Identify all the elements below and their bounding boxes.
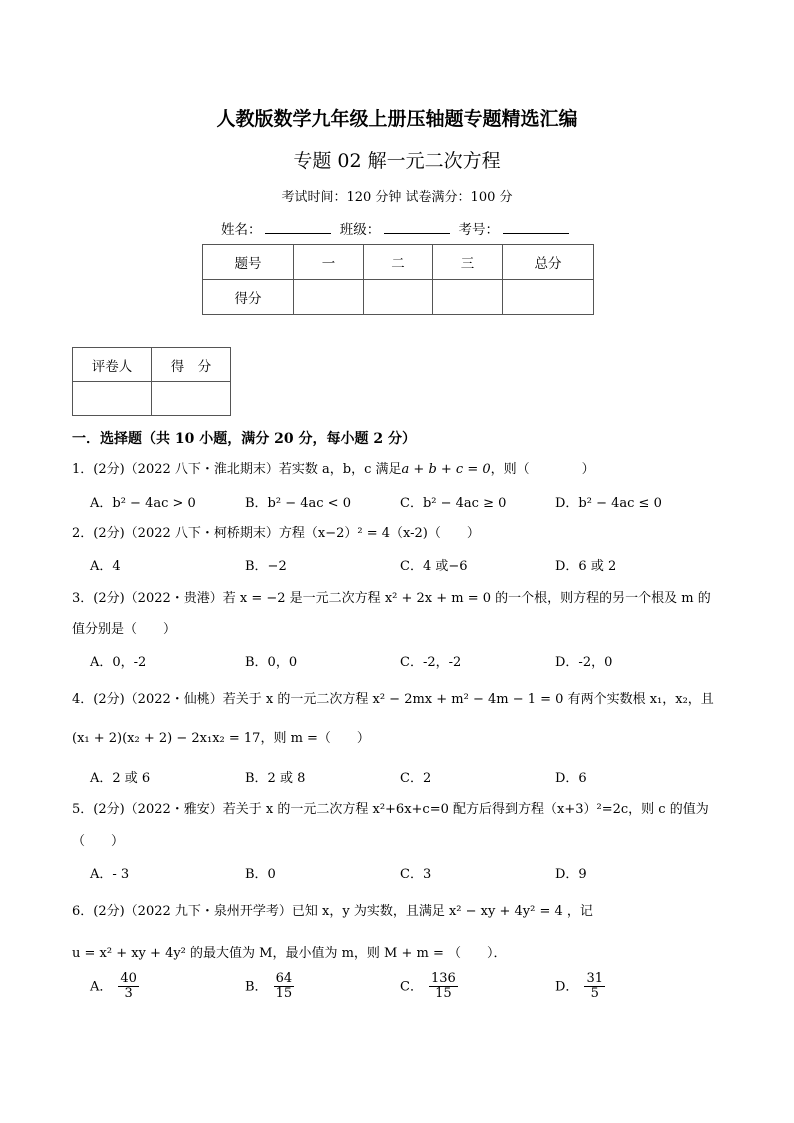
question-5-option-a[interactable]: A．- 3: [90, 867, 130, 882]
grader-header-row: [73, 348, 231, 382]
score-row-label: 得分: [203, 280, 294, 315]
option-letter: B．: [245, 979, 268, 995]
question-5-stem-cont: （ ）: [72, 834, 125, 849]
option-letter: A．: [90, 979, 113, 995]
class-label: 班级：: [339, 222, 381, 238]
score-cell[interactable]: [503, 280, 594, 315]
number-field[interactable]: [503, 220, 569, 234]
question-4-option-b[interactable]: B．2 或 8: [245, 771, 306, 786]
question-1-option-c[interactable]: C．b² − 4ac ≥ 0: [400, 496, 507, 511]
score-cell[interactable]: [364, 280, 433, 315]
score-table-header-row: [203, 245, 594, 280]
fraction-denominator: 5: [590, 986, 599, 1002]
score-table-score-row: [203, 280, 594, 315]
fraction: [274, 972, 295, 1002]
score-header-cell: 题号: [203, 245, 294, 280]
question-5-option-c[interactable]: C．3: [400, 867, 432, 882]
question-4-option-d[interactable]: D．6: [555, 771, 587, 786]
name-label: 姓名：: [220, 222, 262, 238]
question-6-stem: 6．(2分)（2022 九下・泉州开学考）已知 x，y 为实数，且满足 x² − xy + 4y² = 4 ，记: [72, 904, 593, 919]
score-cell[interactable]: [294, 280, 364, 315]
grader-table: [72, 347, 231, 416]
question-2-option-d[interactable]: D．6 或 2: [555, 559, 617, 574]
question-1-tail: ，则（ ）: [490, 462, 595, 477]
score-header-cell: 二: [364, 245, 433, 280]
question-1-stem: [72, 458, 595, 477]
grader-input-row: [73, 382, 231, 416]
score-table: [202, 244, 594, 315]
question-3-option-b[interactable]: B．0，0: [245, 655, 298, 670]
number-label: 考号：: [458, 222, 500, 238]
question-6-option-a[interactable]: [90, 972, 139, 1002]
fraction-denominator: 3: [124, 986, 133, 1002]
question-3-option-c[interactable]: C．-2，-2: [400, 655, 462, 670]
question-3-stem-cont: 值分别是（ ）: [72, 622, 177, 637]
fraction: [429, 972, 458, 1002]
question-2-option-a[interactable]: A．4: [90, 559, 121, 574]
fraction: [118, 972, 139, 1002]
fraction-numerator: 136: [430, 971, 456, 986]
question-5-option-d[interactable]: D．9: [555, 867, 587, 882]
question-6-stem-cont: u = x² + xy + 4y² 的最大值为 M，最小值为 m，则 M + m = （ ）．: [72, 946, 507, 961]
fraction-numerator: 64: [275, 971, 293, 986]
question-1-option-a[interactable]: A．b² − 4ac > 0: [90, 496, 196, 511]
student-info-line: [0, 218, 794, 238]
question-2-stem: 2．(2分)（2022 八下・柯桥期末）方程（x−2）² = 4（x-2)（ ）: [72, 526, 480, 541]
fraction-denominator: 15: [435, 986, 452, 1002]
exam-info: 考试时间：120 分钟 试卷满分：100 分: [281, 190, 513, 205]
question-4-option-a[interactable]: A．2 或 6: [90, 771, 151, 786]
question-3-option-a[interactable]: A．0，-2: [90, 655, 147, 670]
section-heading: 一．选择题（共 10 小题，满分 20 分，每小题 2 分）: [72, 431, 416, 447]
question-1-text: 1．(2分)（2022 八下・淮北期末）若实数 a，b，c 满足: [72, 462, 402, 477]
question-1-option-b[interactable]: B．b² − 4ac < 0: [245, 496, 351, 511]
name-field[interactable]: [265, 220, 331, 234]
fraction: [584, 972, 605, 1002]
grader-cell[interactable]: [152, 382, 231, 416]
score-cell[interactable]: [433, 280, 503, 315]
question-6-option-b[interactable]: [245, 972, 294, 1002]
question-3-stem: 3．(2分)（2022・贵港）若 x = −2 是一元二次方程 x² + 2x + m = 0 的一个根，则方程的另一个根及 m 的: [72, 591, 711, 606]
question-1-math: a + b + c = 0: [401, 462, 491, 477]
question-4-option-c[interactable]: C．2: [400, 771, 432, 786]
score-header-cell: 一: [294, 245, 364, 280]
option-letter: C．: [400, 979, 423, 995]
question-5-stem: 5．(2分)（2022・雅安）若关于 x 的一元二次方程 x²+6x+c=0 配方后得到方程（x+3）²=2c，则 c 的值为: [72, 802, 709, 817]
question-4-stem-cont: (x₁ + 2)(x₂ + 2) − 2x₁x₂ = 17，则 m =（ ）: [72, 731, 370, 746]
fraction-denominator: 15: [275, 986, 293, 1002]
grader-header-cell: 评卷人: [73, 348, 152, 382]
grader-cell[interactable]: [73, 382, 152, 416]
question-5-option-b[interactable]: B．0: [245, 867, 276, 882]
document-title: 人教版数学九年级上册压轴题专题精选汇编: [216, 108, 578, 130]
option-letter: D．: [555, 979, 579, 995]
fraction-numerator: 31: [586, 971, 603, 986]
question-2-option-b[interactable]: B．−2: [245, 559, 287, 574]
document-subtitle: 专题 02 解一元二次方程: [293, 150, 501, 172]
question-2-option-c[interactable]: C．4 或−6: [400, 559, 468, 574]
fraction-numerator: 40: [120, 971, 137, 986]
question-6-option-d[interactable]: [555, 972, 605, 1002]
grader-header-cell: 得 分: [152, 348, 231, 382]
question-6-option-c[interactable]: [400, 972, 458, 1002]
score-header-cell: 总分: [503, 245, 594, 280]
class-field[interactable]: [384, 220, 450, 234]
score-header-cell: 三: [433, 245, 503, 280]
question-3-option-d[interactable]: D．-2，0: [555, 655, 613, 670]
question-1-option-d[interactable]: D．b² − 4ac ≤ 0: [555, 496, 662, 511]
question-4-stem: 4．(2分)（2022・仙桃）若关于 x 的一元二次方程 x² − 2mx + m² − 4m − 1 = 0 有两个实数根 x₁，x₂，且: [72, 692, 714, 707]
